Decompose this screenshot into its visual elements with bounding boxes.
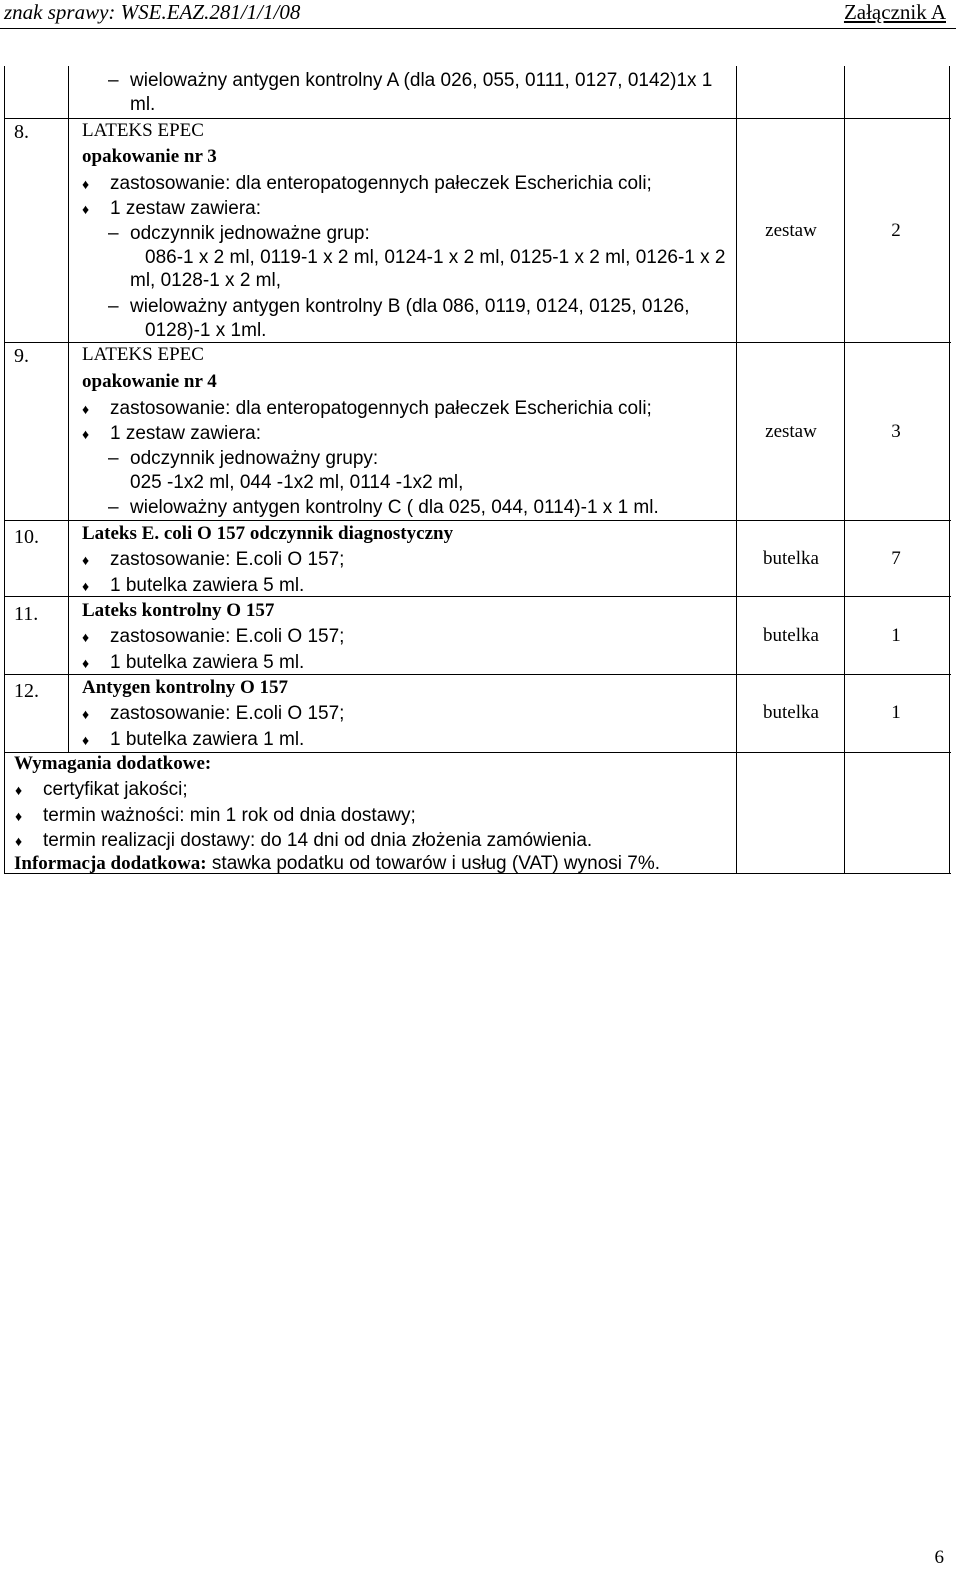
detail-line: ml, 0128-1 x 2 ml, (130, 270, 281, 291)
header-rule (0, 28, 956, 29)
item-number: 8. (14, 121, 29, 143)
quantity-cell: 2 (891, 220, 901, 241)
quantity-cell: 1 (891, 702, 901, 723)
requirements-heading: Wymagania dodatkowe: (14, 753, 212, 774)
row-line-8 (4, 118, 951, 119)
table-col-divider-num (68, 66, 69, 752)
item-subtitle: opakowanie nr 3 (82, 146, 217, 167)
row-line-12 (4, 674, 951, 675)
item-number: 11. (14, 603, 39, 625)
item-number: 12. (14, 680, 39, 702)
bullet-line: ♦ zastosowanie: E.coli O 157; (110, 549, 344, 571)
unit-cell: butelka (763, 625, 819, 646)
bullet-line: ♦ zastosowanie: dla enteropatogennych pałeczek Escherichia coli; (110, 398, 652, 420)
item-title: LATEKS EPEC (82, 344, 204, 365)
info-note (14, 853, 660, 875)
item-title: Lateks kontrolny O 157 (82, 600, 275, 621)
unit-cell: zestaw (765, 421, 817, 442)
bullet-line: ♦ zastosowanie: E.coli O 157; (110, 703, 344, 725)
info-label: Informacja dodatkowa: (14, 853, 207, 874)
attachment-label: Załącznik A (843, 0, 946, 24)
requirement-item: ♦ termin realizacji dostawy: do 14 dni od dnia złożenia zamówienia. (43, 830, 592, 852)
unit-cell: butelka (763, 702, 819, 723)
item-title: Antygen kontrolny O 157 (82, 677, 289, 698)
cont-line-2: ml. (130, 94, 156, 115)
row-line-10 (4, 520, 951, 521)
item-number: 9. (14, 345, 29, 367)
dash-line: – odczynnik jednoważny grupy: (130, 448, 378, 470)
item-number: 10. (14, 526, 39, 548)
detail-line: 086-1 x 2 ml, 0119-1 x 2 ml, 0124-1 x 2 ml, 0125-1 x 2 ml, 0126-1 x 2 (145, 247, 726, 268)
dash-line: – odczynnik jednoważne grup: (130, 223, 370, 245)
dash-line: – wieloważny antygen kontrolny B (dla 086, 0119, 0124, 0125, 0126, (130, 296, 689, 318)
bullet-line: ♦ 1 butelka zawiera 1 ml. (110, 729, 304, 751)
case-reference: znak sprawy: WSE.EAZ.281/1/1/08 (4, 0, 301, 24)
unit-cell: butelka (763, 548, 819, 569)
dash-line: – wieloważny antygen kontrolny C ( dla 025, 044, 0114)-1 x 1 ml. (130, 497, 659, 519)
quantity-cell: 3 (891, 421, 901, 442)
item-subtitle: opakowanie nr 4 (82, 371, 217, 392)
quantity-cell: 1 (891, 625, 901, 646)
info-text: stawka podatku od towarów i usług (VAT) wynosi 7%. (206, 853, 661, 874)
requirement-item: ♦ termin ważności: min 1 rok od dnia dostawy; (43, 805, 416, 827)
requirement-item: ♦ certyfikat jakości; (43, 779, 188, 801)
detail-line: 025 -1x2 ml, 044 -1x2 ml, 0114 -1x2 ml, (130, 472, 464, 493)
item-title: LATEKS EPEC (82, 120, 204, 141)
page-header (0, 0, 960, 24)
bullet-line: ♦ zastosowanie: E.coli O 157; (110, 626, 344, 648)
bullet-line: ♦ 1 zestaw zawiera: (110, 198, 261, 220)
row-line-9 (4, 342, 951, 343)
bullet-line: ♦ 1 zestaw zawiera: (110, 423, 261, 445)
unit-cell: zestaw (765, 220, 817, 241)
bullet-line: ♦ zastosowanie: dla enteropatogennych pałeczek Escherichia coli; (110, 173, 652, 195)
detail-line: 0128)-1 x 1ml. (145, 320, 267, 341)
item-title: Lateks E. coli O 157 odczynnik diagnostyczny (82, 523, 454, 544)
page-number: 6 (934, 1547, 944, 1568)
quantity-cell: 7 (891, 548, 901, 569)
bullet-line: ♦ 1 butelka zawiera 5 ml. (110, 652, 304, 674)
cont-dash-line: – wieloważny antygen kontrolny A (dla 026, 055, 0111, 0127, 0142)1x 1 (130, 70, 712, 92)
bullet-line: ♦ 1 butelka zawiera 5 ml. (110, 575, 304, 597)
